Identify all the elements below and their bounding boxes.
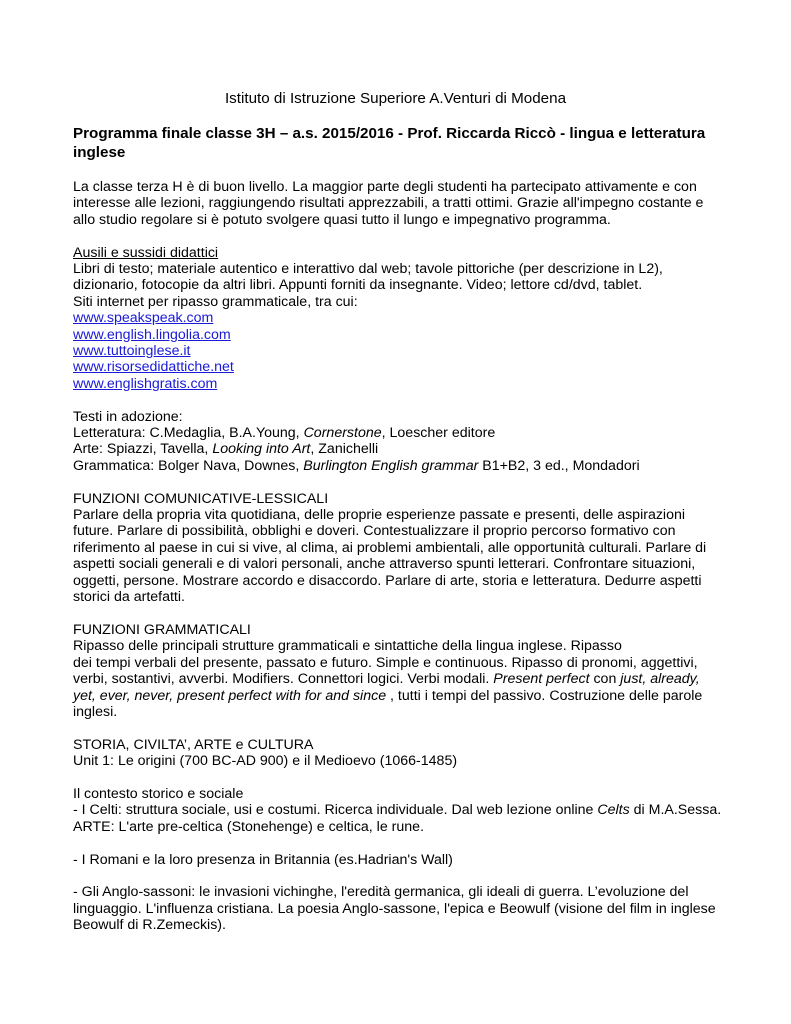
celti-item: - I Celti: struttura sociale, usi e costumi. Ricerca individuale. Dal web lezione online Celts di M.A.Sessa. (73, 802, 722, 819)
testi-letteratura: Letteratura: C.Medaglia, B.A.Young, Cornerstone, Loescher editore (73, 425, 496, 442)
page-title: Programma finale classe 3H – a.s. 2015/2016 - Prof. Riccarda Riccò - lingua e letteratura inglese (73, 125, 706, 161)
funzioni-gram-text: dei tempi verbali del presente, passato e futuro. Simple e continuous. Ripasso di pronomi, aggettivi, verbi, sostantivi, avverbi. Modifiers. Connettori logici. Verbi modali. Present perfect con just, already, yet, ever, never, present perfect with for and since , tutti i tempi del passivo. Costruzione delle parole inglesi. (73, 654, 703, 720)
ausili-sites-intro: Siti internet per ripasso grammaticale, tra cui: (73, 293, 358, 310)
testi-heading: Testi in adozione: (73, 408, 183, 425)
storia-unit: Unit 1: Le origini (700 BC-AD 900) e il Medioevo (1066-1485) (73, 753, 458, 770)
funzioni-com-heading: FUNZIONI COMUNICATIVE-LESSICALI (73, 490, 329, 507)
romani-item: - I Romani e la loro presenza in Britannia (es.Hadrian's Wall) (73, 851, 453, 868)
link-englishgratis[interactable]: www.englishgratis.com (73, 375, 218, 392)
link-speakspeak[interactable]: www.speakspeak.com (73, 310, 214, 327)
funzioni-com-text: Parlare della propria vita quotidiana, delle proprie esperienze passate e presenti, delle aspirazioni future. Parlare di possibilità, obblighi e doveri. Contestualizzare il proprio percorso formativo con riferimento al paese in cui si vive, al clima, ai problemi ambientali, alle opportunità culturali. Parlare di aspetti sociali generali e di valori personali, anche attraverso spunti letterari. Confrontare situazioni, oggetti, persone. Mostrare accordo e disaccordo. Parlare di arte, storia e letteratura. Dedurre aspetti storici da artefatti. (73, 507, 707, 606)
link-lingolia[interactable]: www.english.lingolia.com (73, 326, 231, 343)
school-name: Istituto di Istruzione Superiore A.Venturi di Modena (224, 90, 567, 107)
document-body (73, 179, 723, 934)
ausili-heading: Ausili e sussidi didattici (73, 244, 219, 261)
funzioni-gram-line1: Ripasso delle principali strutture grammaticali e sintattiche della lingua inglese. Ripasso (73, 638, 622, 655)
contesto-heading: Il contesto storico e sociale (73, 785, 244, 802)
storia-heading: STORIA, CIVILTA’, ARTE e CULTURA (73, 736, 314, 753)
testi-grammatica: Grammatica: Bolger Nava, Downes, Burlington English grammar B1+B2, 3 ed., Mondadori (73, 457, 640, 474)
ausili-text: Libri di testo; materiale autentico e interattivo dal web; tavole pittoriche (per descrizione in L2), dizionario, fotocopie da altri libri. Appunti forniti da insegnante. Video; lettore cd/dvd, tablet. (73, 261, 663, 294)
testi-arte: Arte: Spiazzi, Tavella, Looking into Art, Zanichelli (73, 441, 379, 458)
arte-item: ARTE: L'arte pre-celtica (Stonehenge) e celtica, le rune. (73, 818, 425, 835)
link-tuttoinglese[interactable]: www.tuttoinglese.it (73, 343, 191, 360)
link-risorsedidattiche[interactable]: www.risorsedidattiche.net (73, 359, 234, 376)
anglo-item: - Gli Anglo-sassoni: le invasioni vichinghe, l'eredità germanica, gli ideali di guerra. L’evoluzione del linguaggio. L'influenza cristiana. La poesia Anglo-sassone, l'epica e Beowulf (visione del film in inglese Beowulf di R.Zemeckis). (73, 884, 716, 934)
intro-paragraph: La classe terza H è di buon livello. La maggior parte degli studenti ha partecipato attivamente e con interesse alle lezioni, raggiungendo risultati apprezzabili, a tratti ottimi. Grazie all'impegno costante e allo studio regolare si è potuto svolgere quasi tutto il lungo e impegnativo programma. (73, 179, 704, 228)
funzioni-gram-heading: FUNZIONI GRAMMATICALI (73, 621, 251, 638)
